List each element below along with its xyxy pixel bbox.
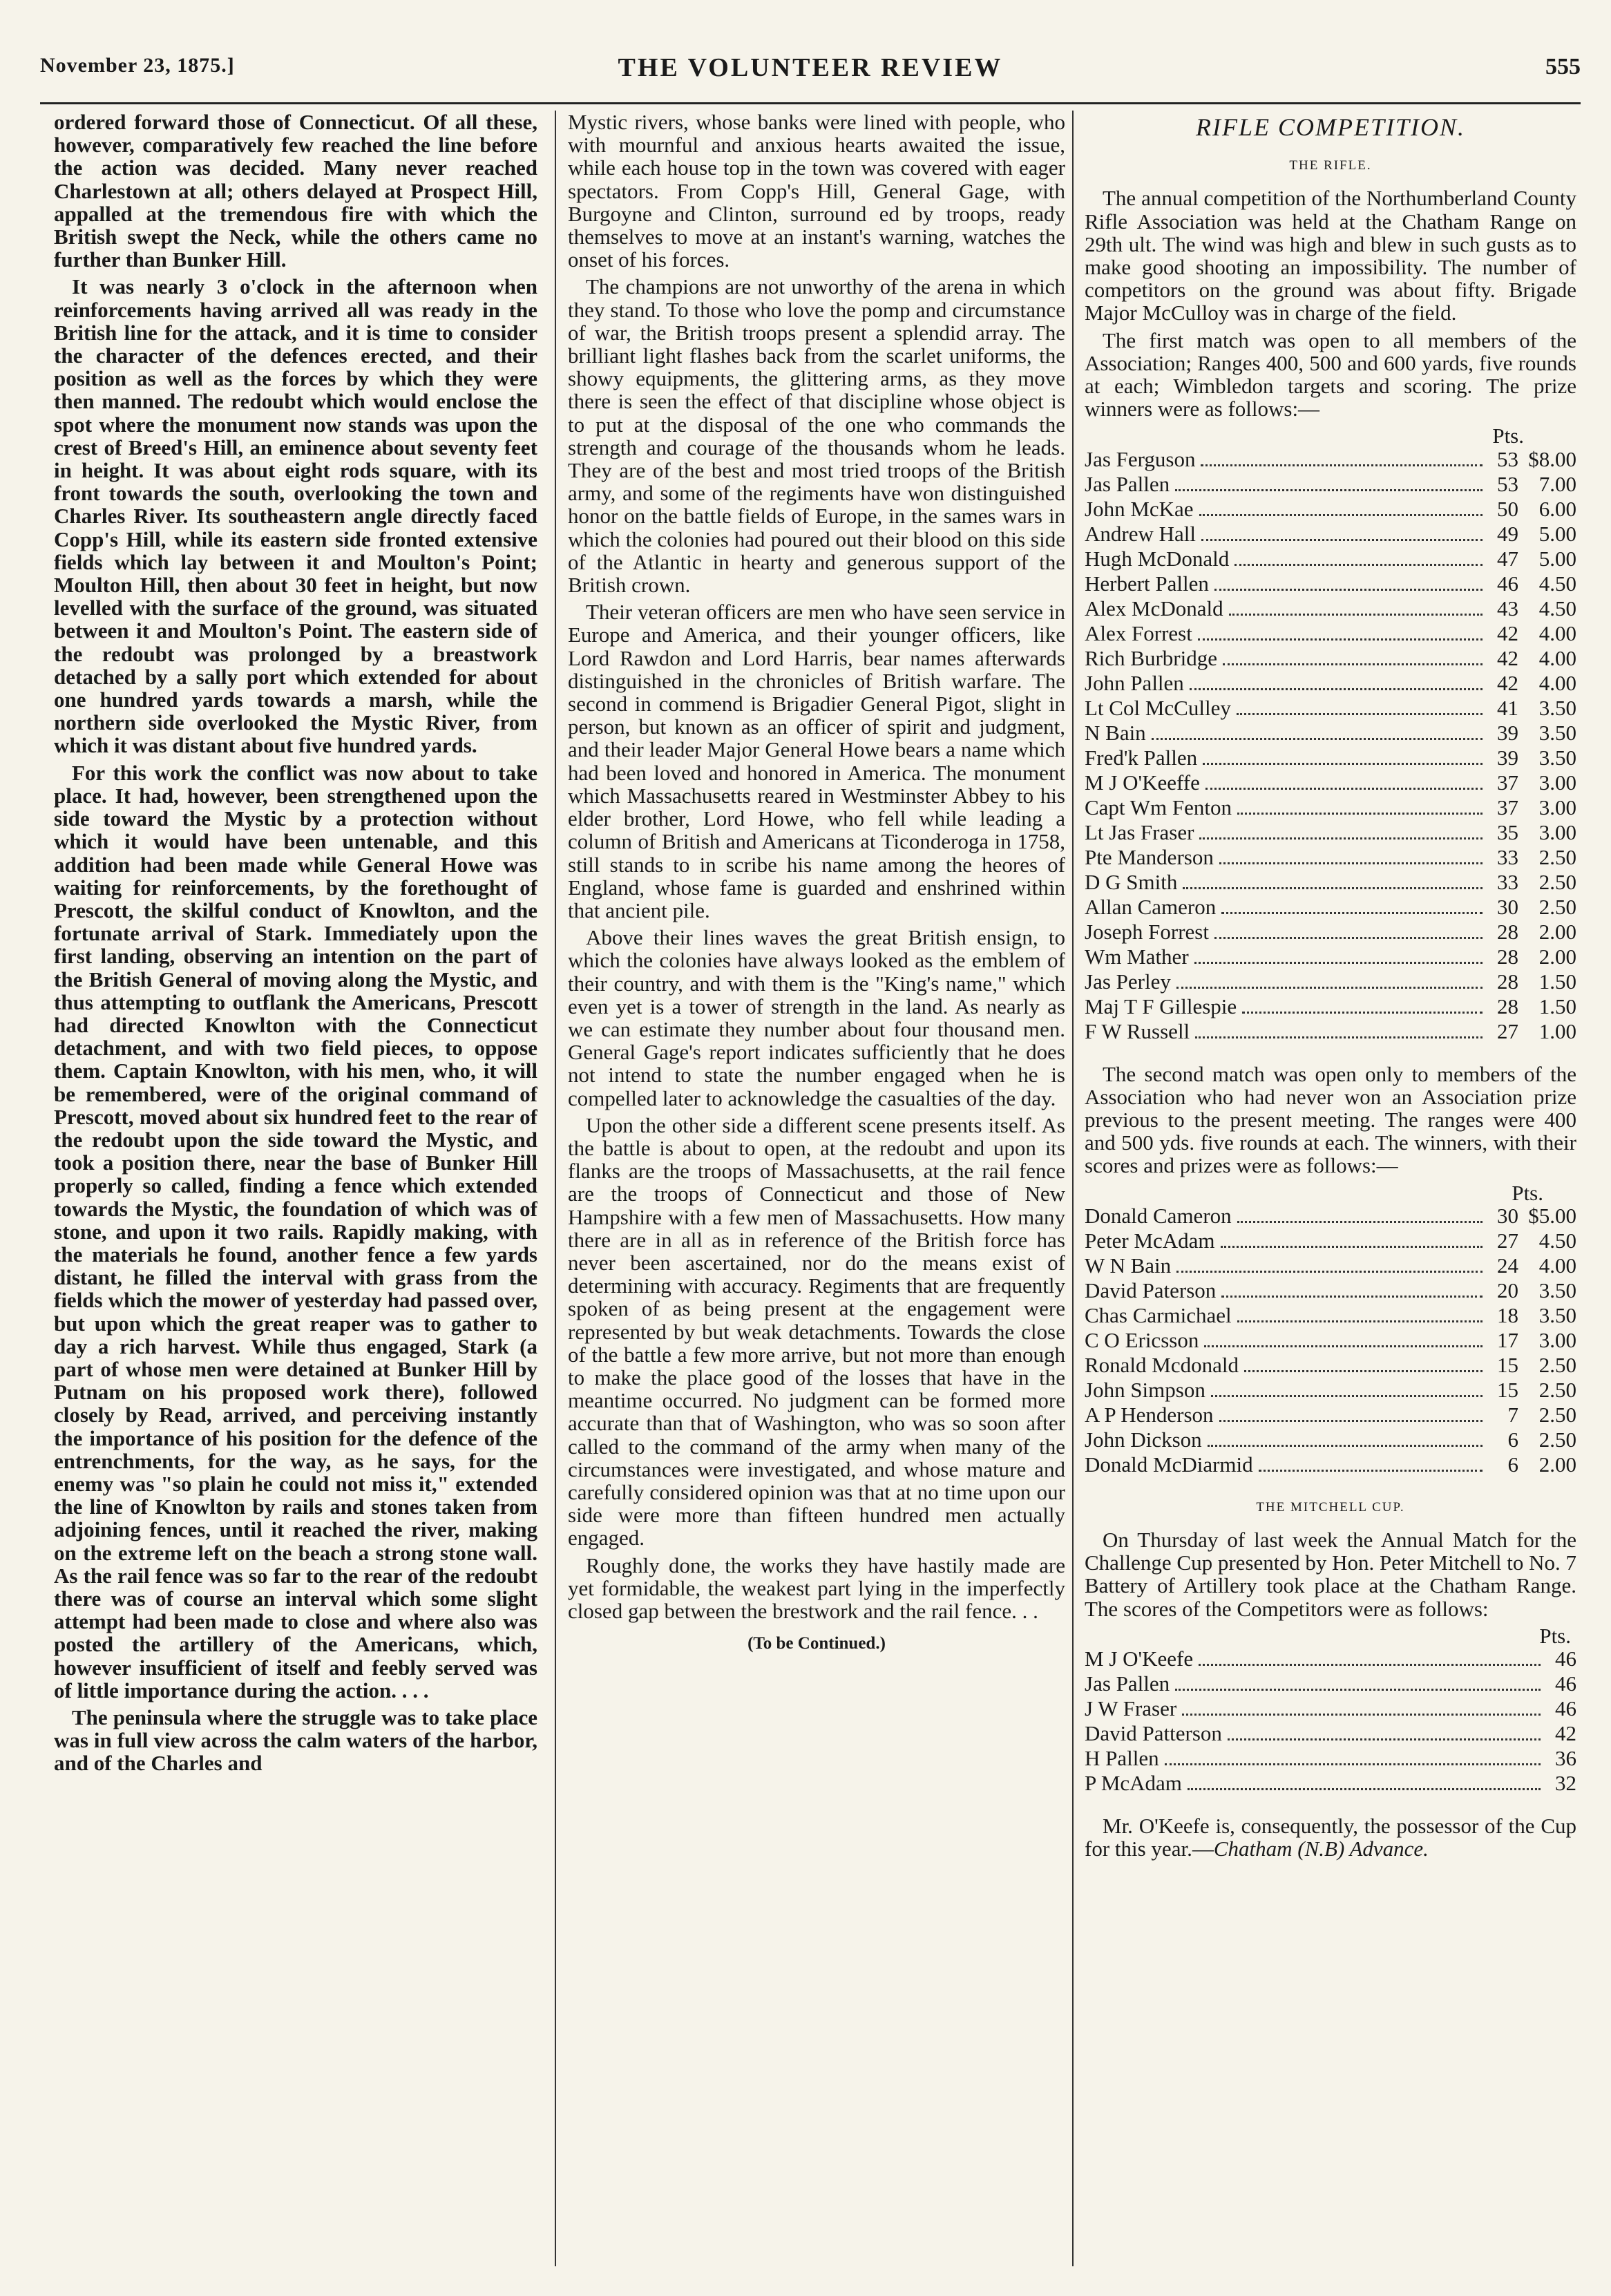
competitor-points: 30 — [1497, 1203, 1518, 1228]
dot-leader — [1201, 464, 1483, 466]
publication-title: THE VOLUNTEER REVIEW — [618, 53, 1003, 82]
score-row — [1085, 522, 1576, 547]
closing-paragraph — [1085, 1814, 1576, 1860]
competitor-name: John Dickson — [1085, 1427, 1202, 1452]
dot-leader — [1182, 1713, 1541, 1716]
competitor-name: Maj T F Gillespie — [1085, 994, 1237, 1018]
dot-leader — [1237, 812, 1483, 815]
mitchell-cup-results — [1085, 1647, 1576, 1796]
competitor-name: John Simpson — [1085, 1377, 1205, 1402]
competitor-points: 6 — [1507, 1427, 1518, 1452]
competitor-prize: $5.00 — [1528, 1203, 1576, 1228]
competitor-points: 53 — [1497, 446, 1518, 471]
paragraph: Their veteran officers are men who have seen service in Europe and America, and their younger officers, like Lord Rawdon and Lord Harris, bear names afterwards distinguished in the chronicles of British warfare. The second in commend is Brigadier General Pigot, slight in person, but known as an officer of spirit and judgment, and their leader Major General Howe bears a name which had been loved and honored in America. The monument which Massachusetts reared in Westminster Abbey to his elder brother, Lord Howe, who fell while leading a column of British and Americans at Ticonderoga in 1758, still stands to in scribe his name among the heores of England, whose fame is guarded and enshrined within that ancient pile. — [568, 600, 1065, 922]
competitor-name: Lt Col McCulley — [1085, 695, 1231, 720]
score-row — [1085, 771, 1576, 796]
dot-leader — [1211, 1394, 1483, 1397]
competitor-points: 24 — [1497, 1253, 1518, 1278]
competitor-prize: 3.50 — [1538, 720, 1576, 745]
competitor-prize: 4.00 — [1538, 620, 1576, 645]
competitor-points: 37 — [1497, 795, 1518, 819]
issue-date: November 23, 1875.] — [40, 54, 235, 77]
paragraph: It was nearly 3 o'clock in the afternoon when reinforcements having arrived all was ready in the British line for the attack, and it is time to consider the character of the defences erected, and their position as well as the forces by which they were then manned. The redoubt which would enclose the spot where the monument now stands was upon the crest of Breed's Hill, an eminence about seventy feet in height. It was about eight rods square, with its front towards the south, overlooking the town and Charles River. Its southeastern angle directly faced Copp's Hill, while its eastern side fronted extensive fields which lay between it and Moulton's Point; Moulton Hill, then about 30 feet in height, but now levelled with the surface of the ground, was situated between it and Moulton's Point. The eastern side of the redoubt was prolonged by a breastwork detached by a sally port which extended for about one hundred yards towards a marsh, while the northern side overlooked the Mystic River, from which it was distant about five hundred yards. — [54, 274, 537, 758]
competitor-points: 15 — [1497, 1377, 1518, 1402]
dot-leader — [1198, 638, 1483, 641]
competitor-points: 30 — [1497, 894, 1518, 919]
dot-leader — [1235, 563, 1483, 566]
competitor-name: Donald McDiarmid — [1085, 1452, 1253, 1477]
score-row — [1085, 647, 1576, 672]
competitor-prize: 2.00 — [1538, 944, 1576, 969]
score-row — [1085, 945, 1576, 970]
competitor-name: J W Fraser — [1085, 1696, 1177, 1721]
points-column-label: Pts. — [1492, 424, 1524, 448]
dot-leader — [1237, 1320, 1483, 1322]
score-row — [1085, 871, 1576, 895]
competitor-name: Donald Cameron — [1085, 1203, 1232, 1228]
score-row — [1085, 1329, 1576, 1354]
competitor-points: 42 — [1497, 620, 1518, 645]
score-row — [1085, 1453, 1576, 1478]
competitor-name: Fred'k Pallen — [1085, 745, 1198, 770]
dot-leader — [1237, 1220, 1483, 1223]
score-row — [1085, 821, 1576, 846]
competitor-name: M J O'Keefe — [1085, 1647, 1194, 1671]
score-row — [1085, 1204, 1576, 1229]
competitor-points: 37 — [1497, 770, 1518, 795]
score-row — [1085, 1772, 1576, 1796]
score-row — [1085, 547, 1576, 572]
competitor-points: 20 — [1497, 1278, 1518, 1302]
competitor-points: 35 — [1497, 819, 1518, 844]
second-match-results — [1085, 1204, 1576, 1478]
competitor-name: W N Bain — [1085, 1253, 1172, 1278]
score-row — [1085, 622, 1576, 647]
paragraph: The annual competition of the Northumberland County Rifle Association was held at the Chatham Range on 29th ult. The wind was high and blew in such gusts as to make good shooting an impossibility. The number of competitors on the ground was about fifty. Brigade Major McCulloy was in charge of the field. — [1085, 186, 1576, 325]
competitor-name: Wm Mather — [1085, 944, 1189, 969]
score-row — [1085, 970, 1576, 995]
score-row — [1085, 895, 1576, 920]
score-row — [1085, 1672, 1576, 1697]
competitor-points: 42 — [1497, 670, 1518, 695]
dot-leader — [1175, 488, 1483, 491]
competitor-name: Hugh McDonald — [1085, 546, 1230, 571]
competitor-prize: 3.00 — [1538, 1327, 1576, 1352]
competitor-prize: 2.50 — [1538, 1352, 1576, 1377]
competitor-name: P McAdam — [1085, 1771, 1182, 1796]
competitor-points: 46 — [1555, 1671, 1576, 1696]
paragraph: The first match was open to all members of the Association; Ranges 400, 500 and 600 yards, five rounds at each; Wimbledon targets and scoring. The prize winners were as follows:— — [1085, 328, 1576, 421]
dot-leader — [1237, 712, 1483, 715]
dot-leader — [1228, 1738, 1541, 1740]
score-row — [1085, 1254, 1576, 1279]
score-row — [1085, 1403, 1576, 1428]
competitor-points: 7 — [1507, 1402, 1518, 1427]
dot-leader — [1190, 687, 1483, 690]
competitor-name: Lt Jas Fraser — [1085, 819, 1194, 844]
competitor-name: Chas Carmichael — [1085, 1302, 1232, 1327]
score-row — [1085, 1279, 1576, 1304]
competitor-points: 33 — [1497, 869, 1518, 894]
dot-leader — [1152, 737, 1483, 740]
competitor-prize: 3.00 — [1538, 770, 1576, 795]
score-row — [1085, 1722, 1576, 1747]
dot-leader — [1221, 911, 1483, 914]
competitor-prize: 3.50 — [1538, 1278, 1576, 1302]
competitor-prize: 4.50 — [1538, 571, 1576, 596]
competitor-name: David Patterson — [1085, 1721, 1222, 1746]
dot-leader — [1205, 787, 1483, 790]
competitor-prize: 4.00 — [1538, 645, 1576, 670]
competitor-points: 28 — [1497, 944, 1518, 969]
score-row — [1085, 995, 1576, 1020]
score-row — [1085, 920, 1576, 945]
column-divider — [1072, 111, 1074, 2266]
paragraph: The peninsula where the struggle was to take place was in full view across the calm waters of the harbor, and of the Charles and — [54, 1705, 537, 1776]
competitor-prize: 2.50 — [1538, 894, 1576, 919]
dot-leader — [1176, 1270, 1483, 1273]
paragraph: The champions are not unworthy of the arena in which they stand. To those who love the pomp and circumstance of war, the British troops present a splendid array. The brilliant light flashes back from the scarlet uniforms, the showy equipments, the glittering arms, as they move there is seen the effect of that discipline whose object is to put at the disposal of the one who commands the strength and courage of the thousands whom he leads. They are of the best and most tried troops of the British army, and some of the regiments have won distinguished honor on the battle fields of Europe, in the sames wars in which the colonies had poured out their blood on this side of the Atlantic in hearty and generous support of the British crown. — [568, 274, 1065, 598]
dot-leader — [1201, 538, 1483, 541]
competitor-prize: 3.50 — [1538, 1302, 1576, 1327]
dot-leader — [1195, 1036, 1483, 1038]
competitor-points: 15 — [1497, 1352, 1518, 1377]
dot-leader — [1175, 1688, 1541, 1691]
score-row — [1085, 846, 1576, 871]
competitor-points: 46 — [1497, 571, 1518, 596]
competitor-name: N Bain — [1085, 720, 1146, 745]
score-row — [1085, 1647, 1576, 1672]
dot-leader — [1183, 886, 1483, 889]
dot-leader — [1219, 1419, 1483, 1422]
competitor-points: 42 — [1555, 1721, 1576, 1746]
competitor-prize: 1.00 — [1538, 1018, 1576, 1043]
score-row — [1085, 497, 1576, 522]
score-row — [1085, 597, 1576, 622]
competitor-points: 43 — [1497, 596, 1518, 620]
competitor-prize: 4.00 — [1538, 670, 1576, 695]
competitor-name: F W Russell — [1085, 1018, 1190, 1043]
score-row — [1085, 721, 1576, 746]
competitor-name: Peter McAdam — [1085, 1228, 1215, 1253]
competitor-prize: 3.50 — [1538, 695, 1576, 720]
competitor-points: 28 — [1497, 994, 1518, 1018]
competitor-prize: 1.50 — [1538, 994, 1576, 1018]
competitor-points: 50 — [1497, 496, 1518, 521]
competitor-points: 36 — [1555, 1746, 1576, 1771]
competitor-points: 46 — [1555, 1647, 1576, 1671]
competitor-prize: $8.00 — [1528, 446, 1576, 471]
competitor-points: 28 — [1497, 919, 1518, 944]
dot-leader — [1188, 1787, 1541, 1790]
subsection-heading: THE MITCHELL CUP. — [1256, 1499, 1405, 1515]
competitor-points: 33 — [1497, 844, 1518, 869]
first-match-results — [1085, 448, 1576, 1045]
competitor-points: 27 — [1497, 1228, 1518, 1253]
paragraph: For this work the conflict was now about to take place. It had, however, been strengthened upon the side toward the Mystic by a protection without which it would have been untenable, and this addition had been made while General Howe was waiting for reinforcements, by the forethought of Prescott, the skilful conduct of Knowlton, and the fortunate arrival of Stark. Immediately upon the first landing, observing an intention on the part of the British General of moving along the Mystic, and thus attempting to outflank the Americans, Prescott had directed Knowlton with the Connecticut detachment, and with two field pieces, to oppose them. Captain Knowlton, with his men, who, it will be remembered, were of the original command of Prescott, moved about six hundred feet to the rear of the redoubt upon the side toward the Mystic, and took a position there, near the base of Bunker Hill properly so called, finding a fence which extended towards the Mystic, the foundation of which was of stone, and upon it two rails. Rapidly making, with the materials he found, another fence a few yards distant, he filled the interval with grass from the fields which the mower of yesterday had passed over, but upon which the great reaper was to gather to day a rich harvest. While thus engaged, Stark (a part of whose men were detained at Bunker Hill by Putnam on his proposed work there), followed closely by Read, arrived, and perceiving instantly the importance of his position for the defence of the entrenchments, for the way, as he says, for the enemy was "so plain he could not miss it," extended the line of Knowlton by rails and stones taken from adjoining fences, until it reached the river, making on the extreme left on the beach a strong stone wall. As the rail fence was so far to the rear of the redoubt there was of course an interval which some slight attempt had been made to close and where also was posted the artillery of the Americans, which, however insufficient of itself and feebly served was of little importance during the action. . . . — [54, 760, 537, 1702]
competitor-name: Rich Burbridge — [1085, 645, 1217, 670]
dot-leader — [1223, 663, 1483, 665]
source-credit: Chatham (N.B) Advance. — [1213, 1837, 1429, 1861]
section-title: RIFLE COMPETITION. — [1196, 113, 1465, 141]
competitor-prize: 5.00 — [1538, 521, 1576, 546]
subsection-heading: THE RIFLE. — [1289, 158, 1372, 173]
competitor-points: 18 — [1497, 1302, 1518, 1327]
column-rifle-competition — [1085, 111, 1576, 2266]
competitor-points: 41 — [1497, 695, 1518, 720]
competitor-prize: 3.00 — [1538, 795, 1576, 819]
score-row — [1085, 473, 1576, 497]
score-row — [1085, 796, 1576, 821]
competitor-name: Capt Wm Fenton — [1085, 795, 1232, 819]
score-row — [1085, 572, 1576, 597]
dot-leader — [1229, 613, 1483, 616]
competitor-name: Jas Perley — [1085, 969, 1171, 994]
dot-leader — [1214, 588, 1483, 591]
competitor-name: Jas Pallen — [1085, 471, 1170, 496]
competitor-prize: 2.00 — [1538, 1452, 1576, 1477]
competitor-name: Andrew Hall — [1085, 521, 1196, 546]
competitor-name: Jas Pallen — [1085, 1671, 1170, 1696]
competitor-name: Joseph Forrest — [1085, 919, 1209, 944]
score-row — [1085, 1378, 1576, 1403]
competitor-name: D G Smith — [1085, 869, 1178, 894]
competitor-name: David Paterson — [1085, 1278, 1217, 1302]
points-column-label: Pts. — [1512, 1180, 1543, 1205]
paragraph: Upon the other side a different scene presents itself. As the battle is about to open, at the redoubt and upon its flanks are the troops of Massachusetts, at the rail fence are the troops of Connecticut and those of New Hampshire with a few men of Massachusetts. How many there are in all as in reference of the British force has never been ascertained, nor do the means exist of determining with accuracy. Regiments that are frequently spoken of as being present at the engagement were represented by but weak detachments. Towards the close of the battle a few more arrive, but not more than enough to make the place good of the losses that have in the meantime occurred. No judgment can be formed more accurate than that of Washington, who was so soon after called to the command of the army when many of the circumstances were investigated, and whose mature and carefully considered opinion was that at no time upon our side were more than fifteen hundred men actually engaged. — [568, 1112, 1065, 1550]
dot-leader — [1221, 1295, 1483, 1298]
paragraph-text: Mr. O'Keefe is, consequently, the possessor of the Cup for this year.— — [1085, 1814, 1576, 1861]
column-bunker-hill-continued — [54, 111, 537, 2266]
competitor-prize: 2.00 — [1538, 919, 1576, 944]
points-column-label: Pts. — [1539, 1623, 1571, 1648]
competitor-points: 39 — [1497, 745, 1518, 770]
dot-leader — [1199, 837, 1483, 839]
paragraph: The second match was open only to members of the Association who had never won an Association prize previous to the present meeting. The ranges were 400 and 500 yds. five rounds at each. The winners, with their scores and prizes were as follows:— — [1085, 1061, 1576, 1178]
dot-leader — [1165, 1763, 1541, 1765]
competitor-prize: 3.00 — [1538, 819, 1576, 844]
score-row — [1085, 746, 1576, 771]
score-row — [1085, 1428, 1576, 1453]
competitor-name: Pte Manderson — [1085, 844, 1214, 869]
dot-leader — [1242, 1011, 1483, 1014]
competitor-name: Herbert Pallen — [1085, 571, 1209, 596]
competitor-prize: 6.00 — [1538, 496, 1576, 521]
competitor-name: Alex McDonald — [1085, 596, 1223, 620]
competitor-points: 32 — [1555, 1771, 1576, 1796]
paragraph: Mystic rivers, whose banks were lined with people, who with mournful and anxious hearts awaited the issue, while each house top in the town was covered with eager spectators. From Copp's Hill, General Gage, with Burgoyne and Clinton, surround ed by troops, ready themselves to move at an instant's warning, watches the onset of his forces. — [568, 111, 1065, 272]
score-row — [1085, 1229, 1576, 1254]
competitor-points: 17 — [1497, 1327, 1518, 1352]
competitor-prize: 2.50 — [1538, 1402, 1576, 1427]
column-battle-description — [568, 111, 1065, 2266]
page-header — [40, 19, 1581, 104]
competitor-name: H Pallen — [1085, 1746, 1159, 1771]
competitor-points: 6 — [1507, 1452, 1518, 1477]
score-row — [1085, 1697, 1576, 1722]
competitor-points: 49 — [1497, 521, 1518, 546]
competitor-prize: 1.50 — [1538, 969, 1576, 994]
score-row — [1085, 696, 1576, 721]
competitor-name: John Pallen — [1085, 670, 1184, 695]
column-divider — [555, 111, 556, 2266]
dot-leader — [1204, 1345, 1483, 1347]
dot-leader — [1214, 936, 1483, 939]
paragraph: ordered forward those of Connecticut. Of all these, however, comparatively few reached the line before the action was decided. Many never reached Charlestown at all; others delayed at Prospect Hill, appalled at the tremendous fire with which the British swept the Neck, while the others came no further than Bunker Hill. — [54, 111, 537, 272]
competitor-points: 46 — [1555, 1696, 1576, 1721]
competitor-prize: 5.00 — [1538, 546, 1576, 571]
competitor-prize: 2.50 — [1538, 869, 1576, 894]
paragraph: Roughly done, the works they have hastily made are yet formidable, the weakest part lying in the imperfectly closed gap between the brestwork and the rail fence. . . — [568, 1553, 1065, 1623]
score-row — [1085, 448, 1576, 473]
score-row — [1085, 1304, 1576, 1329]
dot-leader — [1199, 1663, 1541, 1666]
competitor-name: Jas Ferguson — [1085, 446, 1196, 471]
dot-leader — [1176, 986, 1483, 989]
competitor-prize: 2.50 — [1538, 844, 1576, 869]
dot-leader — [1203, 762, 1483, 765]
page-number: 555 — [1545, 54, 1581, 79]
dot-leader — [1194, 961, 1483, 964]
dot-leader — [1244, 1369, 1483, 1372]
score-row — [1085, 672, 1576, 696]
competitor-points: 42 — [1497, 645, 1518, 670]
paragraph: Above their lines waves the great British ensign, to which the colonies have always looked as the emblem of their country, and with them is the "King's name," which even yet is a tower of strength in the land. As nearly as we can estimate they number about four thousand men. General Gage's report indicates sufficiently that he does not intend to state the number engaged when he is compelled later to acknowledge the casualties of the day. — [568, 925, 1065, 1110]
paragraph: On Thursday of last week the Annual Match for the Challenge Cup presented by Hon. Peter Mitchell to No. 7 Battery of Artillery took place at the Chatham Range. The scores of the Competitors were as follows: — [1085, 1528, 1576, 1621]
dot-leader — [1208, 1444, 1483, 1447]
dot-leader — [1221, 1245, 1483, 1248]
continued-note: (To be Continued.) — [747, 1634, 886, 1653]
competitor-prize: 4.00 — [1538, 1253, 1576, 1278]
competitor-prize: 2.50 — [1538, 1377, 1576, 1402]
competitor-name: M J O'Keeffe — [1085, 770, 1200, 795]
competitor-name: Allan Cameron — [1085, 894, 1217, 919]
competitor-prize: 4.50 — [1538, 1228, 1576, 1253]
dot-leader — [1199, 513, 1483, 516]
competitor-name: C O Ericsson — [1085, 1327, 1199, 1352]
competitor-points: 47 — [1497, 546, 1518, 571]
score-row — [1085, 1747, 1576, 1772]
competitor-name: A P Henderson — [1085, 1402, 1214, 1427]
score-row — [1085, 1020, 1576, 1045]
score-row — [1085, 1354, 1576, 1378]
competitor-name: Alex Forrest — [1085, 620, 1192, 645]
competitor-points: 28 — [1497, 969, 1518, 994]
competitor-points: 53 — [1497, 471, 1518, 496]
competitor-prize: 3.50 — [1538, 745, 1576, 770]
dot-leader — [1219, 862, 1483, 864]
competitor-prize: 2.50 — [1538, 1427, 1576, 1452]
competitor-points: 39 — [1497, 720, 1518, 745]
competitor-prize: 7.00 — [1538, 471, 1576, 496]
competitor-points: 27 — [1497, 1018, 1518, 1043]
competitor-prize: 4.50 — [1538, 596, 1576, 620]
competitor-name: John McKae — [1085, 496, 1194, 521]
dot-leader — [1259, 1469, 1483, 1472]
competitor-name: Ronald Mcdonald — [1085, 1352, 1239, 1377]
